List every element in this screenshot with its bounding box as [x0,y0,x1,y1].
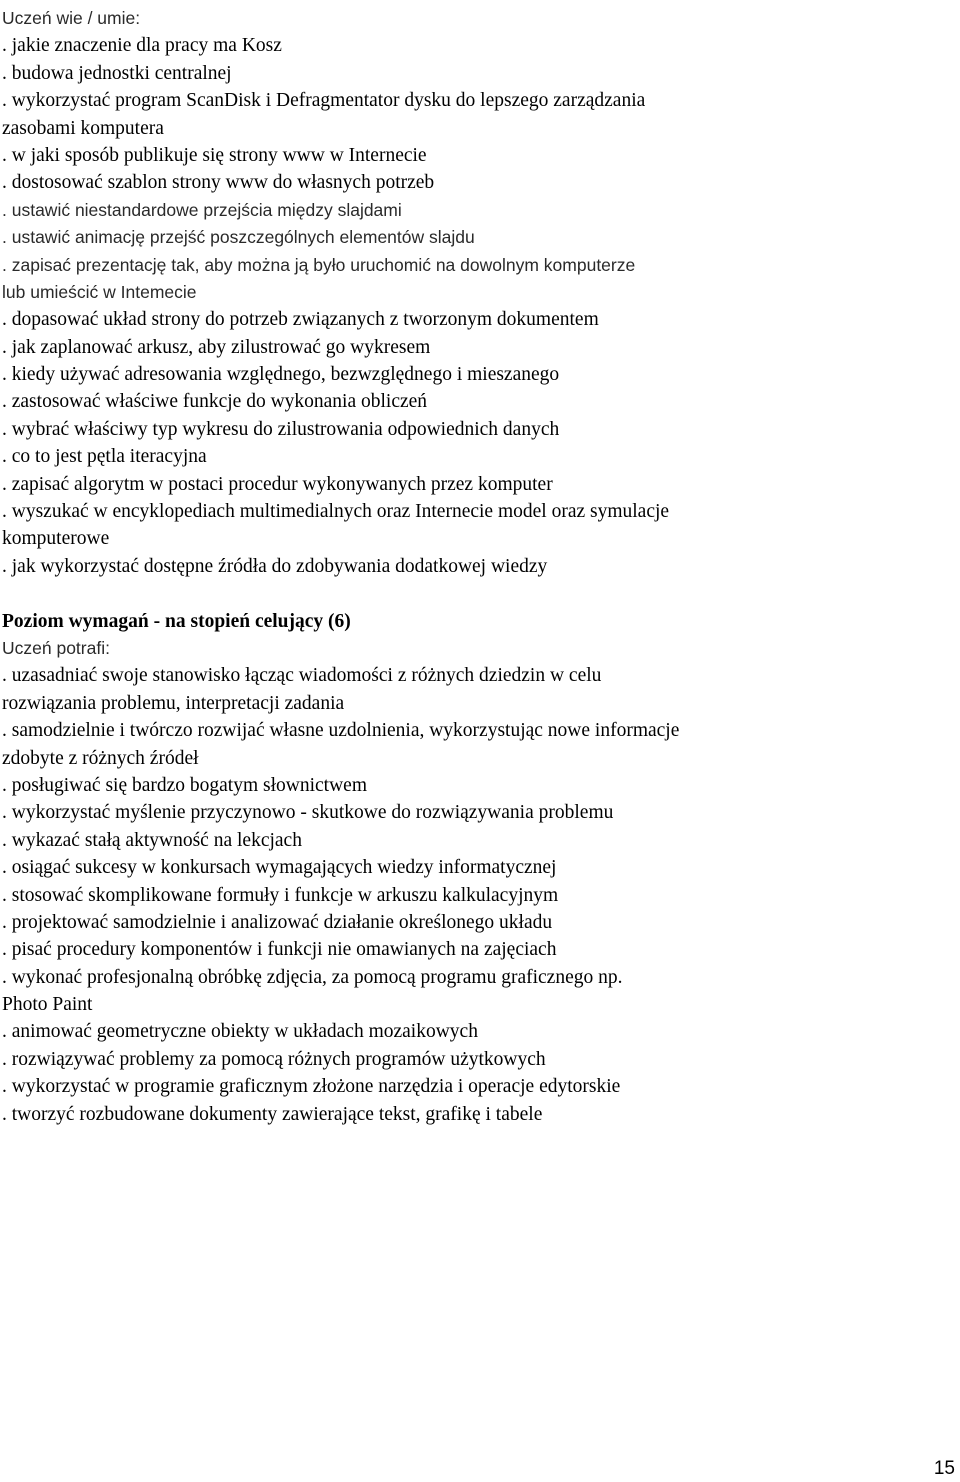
list-item: . zapisać algorytm w postaci procedur wykonywanych przez komputer [2,473,553,495]
list-item: . projektować samodzielnie i analizować działanie określonego układu [2,911,553,933]
list-item: . wykorzystać w programie graficznym złożone narzędzia i operacje edytorskie [2,1076,621,1098]
list-item: komputerowe [2,528,110,550]
list-item: . w jaki sposób publikuje się strony www w Internecie [2,144,427,166]
list-item: . tworzyć rozbudowane dokumenty zawierające tekst, grafikę i tabele [2,1103,543,1125]
list-item: lub umieścić w Intemecie [2,281,197,302]
list-item: zdobyte z różnych źródeł [2,747,199,769]
list-item: . co to jest pętla iteracyjna [2,446,207,468]
list-item: . jak wykorzystać dostępne źródła do zdobywania dodatkowej wiedzy [2,555,548,577]
list-item: Photo Paint [2,994,93,1016]
section1-intro: Uczeń wie / umie: [2,8,141,28]
list-item: . wyszukać w encyklopediach multimedialnych oraz Internecie model oraz symulacje [2,501,670,523]
list-item: . wykazać stałą aktywność na lekcjach [2,829,302,851]
list-item: . kiedy używać adresowania względnego, bezwzględnego i mieszanego [2,364,560,386]
list-item: . ustawić niestandardowe przejścia między slajdami [2,199,402,220]
list-item: . dopasować układ strony do potrzeb związanych z tworzonym dokumentem [2,309,599,331]
list-item: . uzasadniać swoje stanowisko łącząc wiadomości z różnych dziedzin w celu [2,665,602,687]
page-number: 15 [933,1458,955,1479]
list-item: . animować geometryczne obiekty w układach mozaikowych [2,1021,478,1043]
list-item: . jak zaplanować arkusz, aby zilustrować go wykresem [2,336,431,358]
list-item: . posługiwać się bardzo bogatym słownictwem [2,774,368,796]
list-item: . dostosować szablon strony www do własnych potrzeb [2,172,435,194]
list-item: . ustawić animację przejść poszczególnych elementów slajdu [2,227,475,248]
list-item: . rozwiązywać problemy za pomocą różnych programów użytkowych [2,1048,546,1070]
section2-heading: Poziom wymagań - na stopień celujący (6) [2,610,351,632]
list-item: rozwiązania problemu, interpretacji zadania [2,692,345,714]
list-item: . zapisać prezentację tak, aby można ją było uruchomić na dowolnym komputerze [2,254,636,275]
section-spacer [2,580,952,607]
document-body [2,5,952,1128]
list-item: . wykorzystać myślenie przyczynowo - skutkowe do rozwiązywania problemu [2,802,614,824]
list-item: zasobami komputera [2,117,164,139]
list-item: . wybrać właściwy typ wykresu do zilustrowania odpowiednich danych [2,418,560,440]
list-item: . osiągać sukcesy w konkursach wymagających wiedzy informatycznej [2,857,557,879]
list-item: . budowa jednostki centralnej [2,62,232,84]
list-item: . zastosować właściwe funkcje do wykonania obliczeń [2,391,428,413]
list-item: . samodzielnie i twórczo rozwijać własne uzdolnienia, wykorzystując nowe informacje [2,720,680,742]
list-item: . wykonać profesjonalną obróbkę zdjęcia, za pomocą programu graficznego np. [2,966,623,988]
list-item: . stosować skomplikowane formuły i funkcje w arkuszu kalkulacyjnym [2,884,559,906]
list-item: . jakie znaczenie dla pracy ma Kosz [2,35,282,57]
section2-intro: Uczeń potrafi: [2,637,110,658]
list-item: . pisać procedury komponentów i funkcji nie omawianych na zajęciach [2,939,557,961]
list-item: . wykorzystać program ScanDisk i Defragmentator dysku do lepszego zarządzania [2,90,646,112]
